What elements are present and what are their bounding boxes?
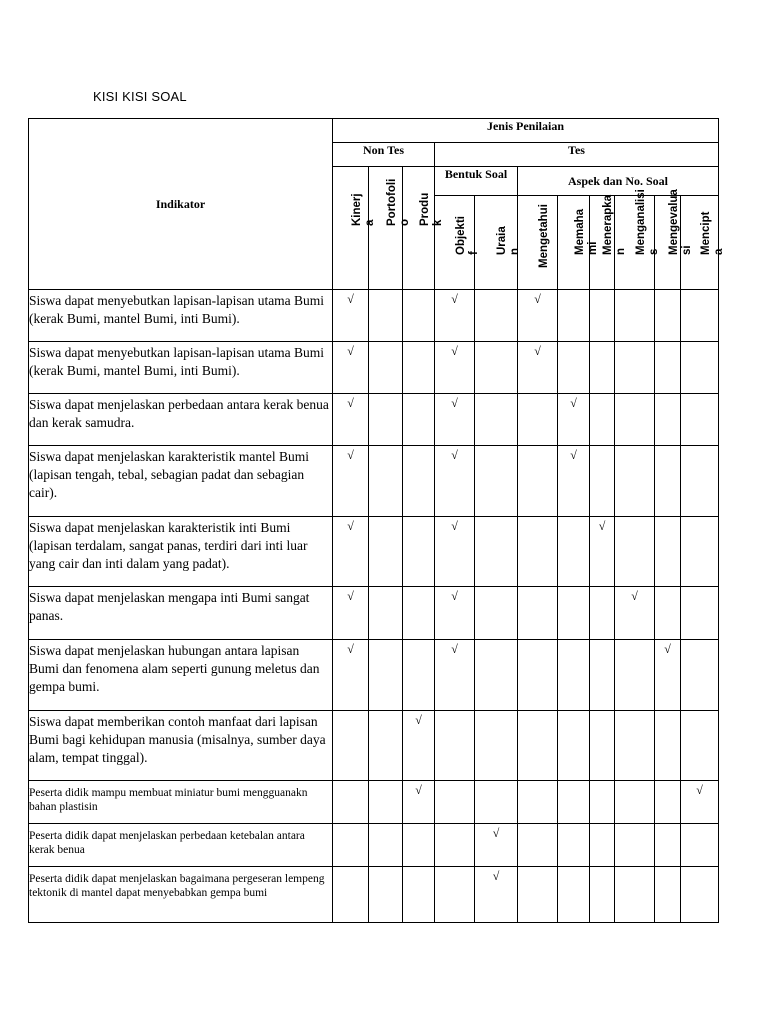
check-cell [369, 290, 403, 342]
check-cell [403, 342, 435, 394]
check-cell [681, 824, 719, 867]
check-cell [558, 824, 590, 867]
header-bentuk-soal: Bentuk Soal [435, 167, 518, 196]
check-cell [558, 342, 590, 394]
check-cell [435, 446, 475, 517]
checkmark-icon: √ [696, 783, 703, 797]
check-cell [475, 711, 518, 781]
indikator-cell: Siswa dapat menyebutkan lapisan-lapisan utama Bumi (kerak Bumi, mantel Bumi, inti Bumi). [29, 342, 333, 394]
check-cell [333, 446, 369, 517]
check-cell [615, 781, 655, 824]
table-row [29, 290, 719, 342]
check-cell [615, 824, 655, 867]
checkmark-icon: √ [492, 826, 500, 840]
indikator-cell: Siswa dapat menjelaskan karakteristik inti Bumi (lapisan terdalam, sangat panas, terdiri dari inti luar yang cair dan inti dalam yang padat). [29, 517, 333, 587]
check-cell [403, 824, 435, 867]
checkmark-icon: √ [451, 642, 458, 656]
checkmark-icon: √ [451, 589, 458, 603]
check-cell [518, 824, 558, 867]
check-cell [558, 517, 590, 587]
check-cell [518, 711, 558, 781]
table-row [29, 824, 719, 867]
check-cell [333, 824, 369, 867]
checkmark-icon: √ [451, 344, 458, 358]
check-cell [369, 867, 403, 923]
check-cell [615, 711, 655, 781]
checkmark-icon: √ [347, 589, 354, 603]
indikator-cell: Peserta didik dapat menjelaskan perbedaan ketebalan antara kerak benua [29, 824, 333, 867]
indikator-cell: Siswa dapat menjelaskan mengapa inti Bumi sangat panas. [29, 587, 333, 640]
check-cell [558, 446, 590, 517]
checkmark-icon: √ [598, 519, 606, 533]
check-cell [655, 517, 681, 587]
check-cell [435, 824, 475, 867]
column-header-memahami: Memaha mi [558, 196, 590, 290]
column-header-produk: Produ k [403, 167, 435, 290]
check-cell [518, 290, 558, 342]
check-cell [403, 587, 435, 640]
check-cell [369, 394, 403, 446]
indikator-cell: Siswa dapat menyebutkan lapisan-lapisan utama Bumi (kerak Bumi, mantel Bumi, inti Bumi). [29, 290, 333, 342]
checkmark-icon: √ [570, 448, 577, 462]
check-cell [655, 711, 681, 781]
indikator-cell: Peserta didik dapat menjelaskan bagaimana pergeseran lempeng tektonik di mantel dapat menyebabkan gempa bumi [29, 867, 333, 923]
check-cell [518, 781, 558, 824]
check-cell [655, 290, 681, 342]
check-cell [369, 781, 403, 824]
column-header-mencipta: Mencipt a [681, 196, 719, 290]
check-cell [558, 290, 590, 342]
checkmark-icon: √ [631, 589, 638, 603]
check-cell [590, 342, 615, 394]
check-cell [615, 394, 655, 446]
header-aspek: Aspek dan No. Soal [518, 167, 719, 196]
check-cell [655, 781, 681, 824]
check-cell [518, 867, 558, 923]
check-cell [435, 711, 475, 781]
check-cell [475, 867, 518, 923]
checkmark-icon: √ [451, 396, 458, 410]
check-cell [333, 517, 369, 587]
table-row [29, 446, 719, 517]
check-cell [655, 446, 681, 517]
kisi-kisi-table [28, 118, 725, 923]
check-cell [403, 446, 435, 517]
check-cell [590, 587, 615, 640]
check-cell [518, 517, 558, 587]
checkmark-icon: √ [451, 448, 458, 462]
check-cell [475, 290, 518, 342]
check-cell [655, 342, 681, 394]
check-cell [518, 342, 558, 394]
check-cell [558, 640, 590, 711]
check-cell [655, 824, 681, 867]
check-cell [475, 394, 518, 446]
table-row [29, 867, 719, 923]
checkmark-icon: √ [347, 396, 354, 410]
check-cell [681, 587, 719, 640]
check-cell [590, 640, 615, 711]
indikator-cell: Peserta didik mampu membuat miniatur bumi mengguanakn bahan plastisin [29, 781, 333, 824]
checkmark-icon: √ [570, 396, 577, 410]
check-cell [403, 290, 435, 342]
check-cell [333, 640, 369, 711]
checkmark-icon: √ [451, 292, 458, 306]
check-cell [403, 867, 435, 923]
check-cell [655, 640, 681, 711]
check-cell [369, 587, 403, 640]
checkmark-icon: √ [664, 642, 671, 656]
check-cell [590, 781, 615, 824]
check-cell [333, 290, 369, 342]
check-cell [435, 342, 475, 394]
check-cell [615, 867, 655, 923]
check-cell [518, 587, 558, 640]
column-header-kinerja: Kinerj a [333, 167, 369, 290]
check-cell [475, 824, 518, 867]
check-cell [435, 290, 475, 342]
table-row [29, 342, 719, 394]
check-cell [590, 711, 615, 781]
check-cell [369, 711, 403, 781]
check-cell [681, 711, 719, 781]
checkmark-icon: √ [415, 713, 422, 727]
check-cell [558, 867, 590, 923]
check-cell [333, 587, 369, 640]
check-cell [615, 342, 655, 394]
check-cell [681, 394, 719, 446]
check-cell [435, 517, 475, 587]
check-cell [615, 517, 655, 587]
check-cell [403, 517, 435, 587]
check-cell [518, 640, 558, 711]
check-cell [369, 342, 403, 394]
checkmark-icon: √ [451, 519, 458, 533]
check-cell [681, 517, 719, 587]
table-row [29, 394, 719, 446]
check-cell [333, 711, 369, 781]
header-indikator: Indikator [29, 119, 333, 290]
table-row [29, 640, 719, 711]
check-cell [681, 640, 719, 711]
check-cell [558, 587, 590, 640]
check-cell [333, 867, 369, 923]
check-cell [590, 517, 615, 587]
check-cell [655, 394, 681, 446]
check-cell [655, 867, 681, 923]
check-cell [558, 781, 590, 824]
checkmark-icon: √ [534, 344, 541, 358]
check-cell [558, 394, 590, 446]
checkmark-icon: √ [347, 519, 354, 533]
checkmark-icon: √ [534, 292, 541, 306]
checkmark-icon: √ [492, 869, 500, 883]
check-cell [435, 394, 475, 446]
checkmark-icon: √ [347, 642, 354, 656]
check-cell [403, 781, 435, 824]
check-cell [333, 342, 369, 394]
indikator-cell: Siswa dapat menjelaskan karakteristik mantel Bumi (lapisan tengah, tebal, sebagian padat dan sebagian cair). [29, 446, 333, 517]
check-cell [590, 446, 615, 517]
check-cell [681, 867, 719, 923]
check-cell [681, 290, 719, 342]
column-header-portofolio: Portofoli o [369, 167, 403, 290]
check-cell [681, 781, 719, 824]
column-header-menerapkan: Menerapka n [590, 196, 615, 290]
column-header-mengetahui: Mengetahui [518, 196, 558, 290]
check-cell [615, 290, 655, 342]
checkmark-icon: √ [347, 292, 354, 306]
check-cell [403, 394, 435, 446]
check-cell [590, 290, 615, 342]
check-cell [590, 824, 615, 867]
check-cell [435, 781, 475, 824]
checkmark-icon: √ [347, 448, 354, 462]
check-cell [518, 446, 558, 517]
check-cell [615, 640, 655, 711]
check-cell [475, 446, 518, 517]
check-cell [475, 342, 518, 394]
table-row [29, 517, 719, 587]
check-cell [435, 640, 475, 711]
check-cell [655, 587, 681, 640]
check-cell [435, 867, 475, 923]
check-cell [369, 517, 403, 587]
check-cell [369, 824, 403, 867]
check-cell [590, 394, 615, 446]
checkmark-icon: √ [347, 344, 354, 358]
indikator-cell: Siswa dapat menjelaskan perbedaan antara kerak benua dan kerak samudra. [29, 394, 333, 446]
column-header-uraian: Uraia n [475, 196, 518, 290]
check-cell [333, 394, 369, 446]
column-header-mengevaluasi: Mengevalua si [655, 196, 681, 290]
check-cell [475, 640, 518, 711]
header-tes: Tes [435, 143, 719, 167]
table-row [29, 587, 719, 640]
check-cell [558, 711, 590, 781]
indikator-cell: Siswa dapat memberikan contoh manfaat dari lapisan Bumi bagi kehidupan manusia (misalnya, sumber daya alam, tempat tinggal). [29, 711, 333, 781]
header-jenis-penilaian: Jenis Penilaian [333, 119, 719, 143]
check-cell [615, 587, 655, 640]
check-cell [518, 394, 558, 446]
column-header-menganalisis: Menganalisi s [615, 196, 655, 290]
check-cell [475, 781, 518, 824]
document-title: KISI KISI SOAL [93, 89, 187, 104]
header-non-tes: Non Tes [333, 143, 435, 167]
indikator-cell: Siswa dapat menjelaskan hubungan antara lapisan Bumi dan fenomena alam seperti gunung meletus dan gempa bumi. [29, 640, 333, 711]
check-cell [590, 867, 615, 923]
check-cell [403, 640, 435, 711]
check-cell [369, 640, 403, 711]
check-cell [475, 517, 518, 587]
check-cell [681, 342, 719, 394]
check-cell [435, 587, 475, 640]
check-cell [681, 446, 719, 517]
check-cell [615, 446, 655, 517]
check-cell [475, 587, 518, 640]
check-cell [369, 446, 403, 517]
checkmark-icon: √ [415, 783, 422, 797]
table-row [29, 711, 719, 781]
check-cell [333, 781, 369, 824]
table-row [29, 781, 719, 824]
check-cell [403, 711, 435, 781]
column-header-objektif: Objekti f [435, 196, 475, 290]
